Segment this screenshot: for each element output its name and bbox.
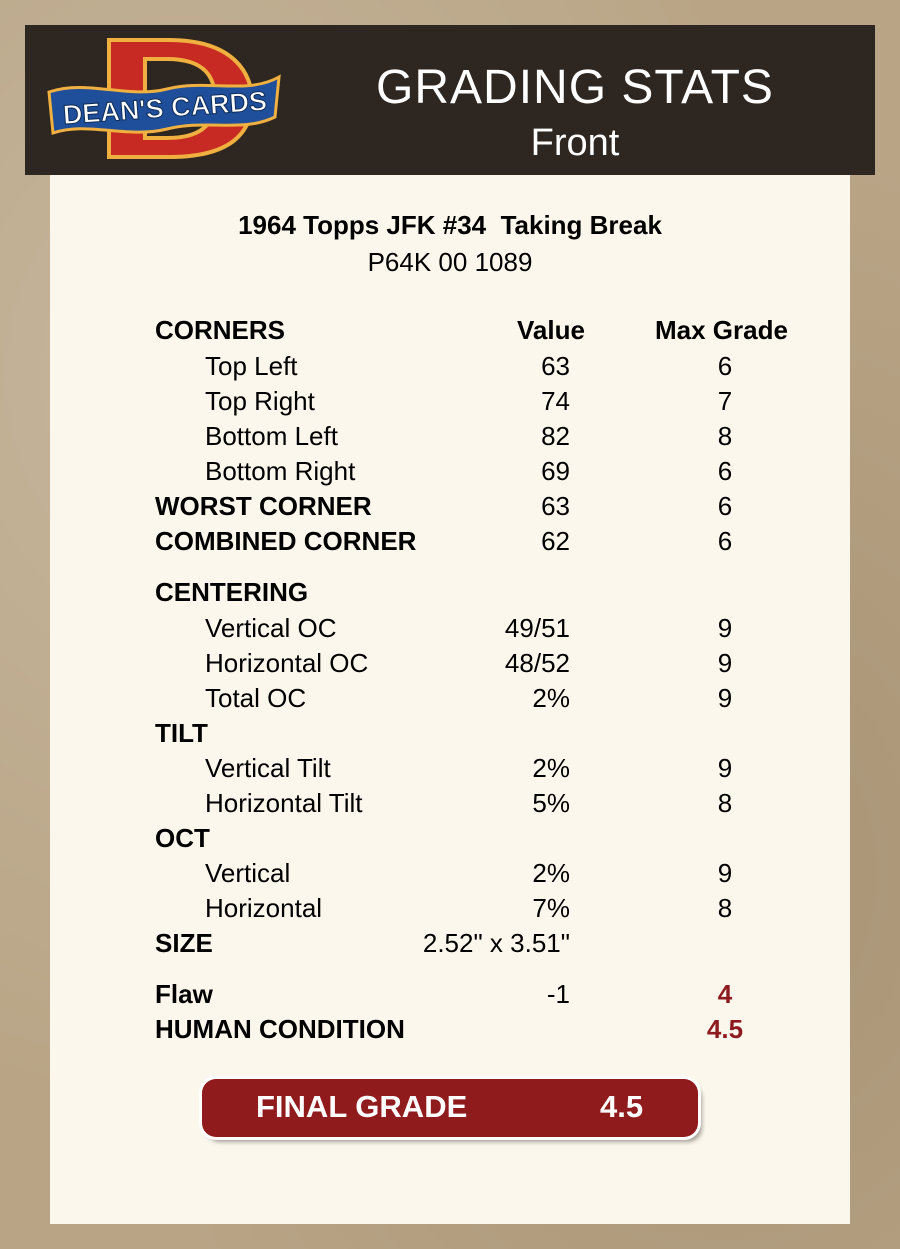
row-max-grade: 9 <box>717 648 733 678</box>
row-max-grade: 6 <box>717 526 733 556</box>
row-label: Vertical Tilt <box>205 753 331 783</box>
grading-panel <box>50 175 850 1224</box>
row-max-grade: 9 <box>717 753 733 783</box>
tilt-header-row <box>50 718 850 750</box>
row-max-grade: 4 <box>717 979 733 1009</box>
max-grade-column-header: Max Grade <box>655 315 788 345</box>
row-label: Top Left <box>205 351 298 381</box>
row-max-grade: 9 <box>717 683 733 713</box>
oct-horizontal-row <box>50 893 850 925</box>
row-value: 2% <box>532 683 570 713</box>
human-condition-row <box>50 1014 850 1046</box>
worst-corner-row <box>50 491 850 523</box>
card-title: 1964 Topps JFK #34 Taking Break <box>238 210 662 240</box>
row-value: 62 <box>541 526 570 556</box>
row-value: 69 <box>541 456 570 486</box>
row-value: 5% <box>532 788 570 818</box>
row-label: SIZE <box>155 928 213 958</box>
header-bar <box>25 25 875 175</box>
flaw-row <box>50 979 850 1011</box>
centering-heading: CENTERING <box>155 577 309 607</box>
row-label: Horizontal <box>205 893 323 923</box>
row-value: 74 <box>541 386 570 416</box>
top-right-row <box>50 386 850 418</box>
bottom-right-row <box>50 456 850 488</box>
vertical-tilt-row <box>50 753 850 785</box>
page-title: GRADING STATS <box>376 61 774 114</box>
row-value: 82 <box>541 421 570 451</box>
oct-header-row <box>50 823 850 855</box>
row-label: WORST CORNER <box>155 491 372 521</box>
row-label: Vertical <box>205 858 291 888</box>
oct-heading: OCT <box>155 823 210 853</box>
total-oc-row <box>50 683 850 715</box>
row-value: 48/52 <box>504 648 570 678</box>
row-max-grade: 4.5 <box>706 1014 744 1044</box>
row-value: 63 <box>541 491 570 521</box>
tilt-heading: TILT <box>155 718 208 748</box>
row-value: 7% <box>532 893 570 923</box>
row-label: Flaw <box>155 979 213 1009</box>
row-label: Vertical OC <box>205 613 337 643</box>
row-max-grade: 9 <box>717 613 733 643</box>
row-label: Total OC <box>205 683 307 713</box>
row-max-grade: 8 <box>717 893 733 923</box>
row-max-grade: 6 <box>717 491 733 521</box>
centering-header-row <box>50 577 850 609</box>
row-value: 2% <box>532 858 570 888</box>
top-left-row <box>50 351 850 383</box>
row-max-grade: 6 <box>717 456 733 486</box>
page-subtitle: Front <box>530 122 620 164</box>
card-id: P64K 00 1089 <box>367 247 533 277</box>
final-grade-badge <box>202 1079 698 1137</box>
row-value: -1 <box>546 979 570 1009</box>
row-label: Bottom Left <box>205 421 338 451</box>
row-label: Bottom Right <box>205 456 356 486</box>
svg-text:DEAN'S CARDS: DEAN'S CARDS <box>61 85 268 131</box>
final-grade-label: FINAL GRADE <box>256 1089 468 1124</box>
bottom-left-row <box>50 421 850 453</box>
row-value: 2% <box>532 753 570 783</box>
row-max-grade: 8 <box>717 421 733 451</box>
corners-heading: CORNERS <box>155 315 286 345</box>
row-label: Horizontal OC <box>205 648 369 678</box>
combined-corner-row <box>50 526 850 558</box>
row-label: COMBINED CORNER <box>155 526 417 556</box>
row-value: 63 <box>541 351 570 381</box>
row-max-grade: 6 <box>717 351 733 381</box>
row-max-grade: 8 <box>717 788 733 818</box>
row-max-grade: 9 <box>717 858 733 888</box>
corners-header-row <box>50 315 850 347</box>
horizontal-tilt-row <box>50 788 850 820</box>
final-grade-value: 4.5 <box>600 1089 644 1124</box>
row-value: 49/51 <box>504 613 570 643</box>
row-label: HUMAN CONDITION <box>155 1014 405 1044</box>
vertical-oc-row <box>50 613 850 645</box>
row-max-grade: 7 <box>717 386 733 416</box>
horizontal-oc-row <box>50 648 850 680</box>
value-column-header: Value <box>517 315 585 345</box>
row-value: 2.52" x 3.51" <box>422 928 570 958</box>
row-label: Top Right <box>205 386 315 416</box>
deans-cards-logo <box>47 37 282 163</box>
size-row <box>50 928 850 960</box>
row-label: Horizontal Tilt <box>205 788 363 818</box>
oct-vertical-row <box>50 858 850 890</box>
